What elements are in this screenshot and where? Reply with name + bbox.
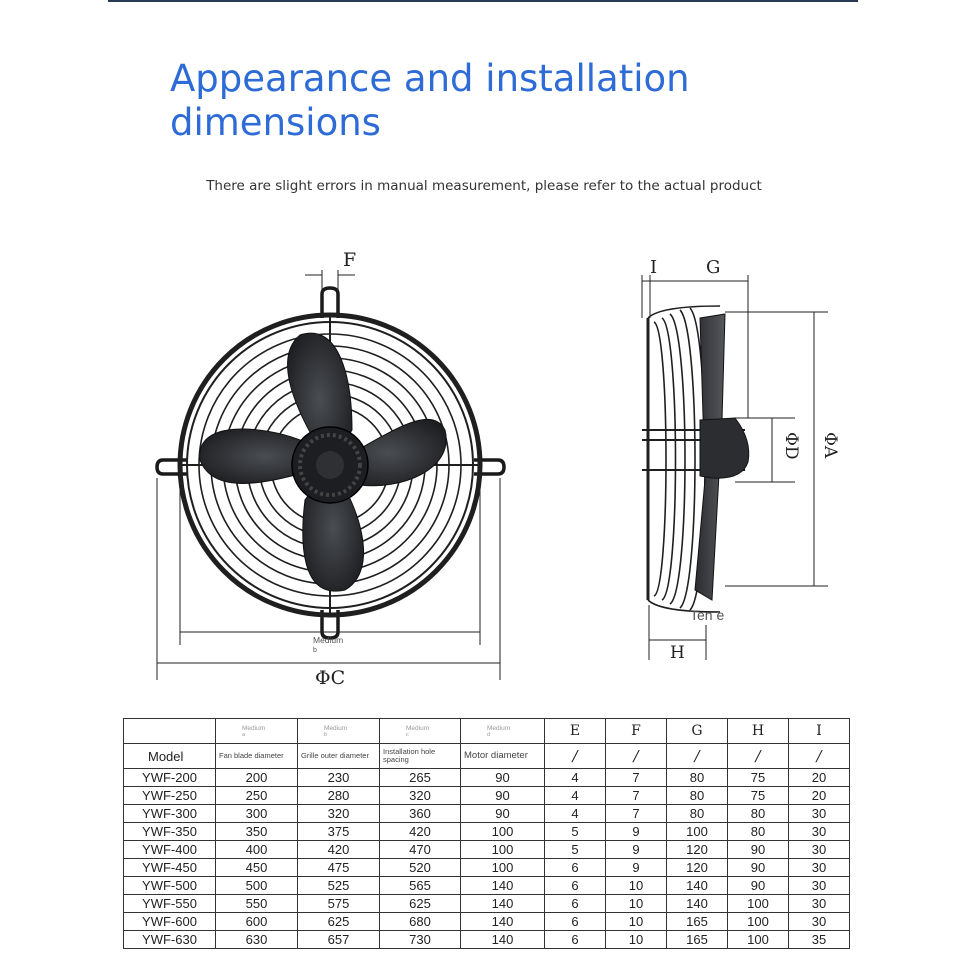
table-cell: 400 — [216, 841, 298, 859]
table-cell: 100 — [728, 931, 789, 949]
table-cell: 6 — [545, 913, 606, 931]
table-cell: 625 — [298, 913, 380, 931]
model-cell: YWF-630 — [124, 931, 216, 949]
front-view-fan — [157, 288, 504, 638]
table-cell: 80 — [667, 769, 728, 787]
table-cell: 140 — [461, 913, 545, 931]
table-cell: 20 — [789, 769, 850, 787]
table-header-cell: / — [606, 744, 667, 769]
table-cell: 300 — [216, 805, 298, 823]
dimension-table — [123, 718, 850, 949]
table-cell: 500 — [216, 877, 298, 895]
table-cell: 90 — [461, 805, 545, 823]
label-medium: Medium — [313, 635, 344, 645]
table-cell: 250 — [216, 787, 298, 805]
table-row — [124, 823, 850, 841]
table-cell: 200 — [216, 769, 298, 787]
table-header-cell: / — [545, 744, 606, 769]
table-cell: 80 — [728, 805, 789, 823]
table-cell: 6 — [545, 859, 606, 877]
dimension-i-g — [642, 275, 748, 418]
table-row — [124, 931, 850, 949]
table-cell: 7 — [606, 805, 667, 823]
table-cell: 100 — [728, 913, 789, 931]
table-cell: 420 — [380, 823, 461, 841]
table-row — [124, 841, 850, 859]
table-header-cell: Motor diameter — [461, 744, 545, 769]
table-cell: 230 — [298, 769, 380, 787]
table-row — [124, 787, 850, 805]
table-cell: 7 — [606, 769, 667, 787]
table-cell: 120 — [667, 841, 728, 859]
table-cell: 565 — [380, 877, 461, 895]
model-cell: YWF-550 — [124, 895, 216, 913]
label-h: H — [670, 643, 685, 663]
table-cell: 4 — [545, 805, 606, 823]
table-header-cell: I — [789, 719, 850, 744]
motor-hub — [292, 427, 368, 503]
table-row — [124, 859, 850, 877]
table-cell: 360 — [380, 805, 461, 823]
model-cell: YWF-400 — [124, 841, 216, 859]
table-cell: 475 — [298, 859, 380, 877]
table-cell: 10 — [606, 895, 667, 913]
table-cell: 75 — [728, 787, 789, 805]
table-cell: 90 — [728, 877, 789, 895]
table-header-cell: Medium b — [298, 719, 380, 744]
table-row — [124, 913, 850, 931]
table-cell: 90 — [728, 841, 789, 859]
table-header-cell: Fan blade diameter — [216, 744, 298, 769]
table-header-cell: H — [728, 719, 789, 744]
table-cell: 657 — [298, 931, 380, 949]
label-ten-e: Ten e — [690, 607, 725, 623]
table-header-cell — [124, 719, 216, 744]
label-phi-c: ΦC — [315, 667, 346, 689]
table-cell: 265 — [380, 769, 461, 787]
table-cell: 90 — [461, 787, 545, 805]
table-cell: 140 — [461, 931, 545, 949]
table-cell: 100 — [728, 895, 789, 913]
table-header-cell: Medium a — [216, 719, 298, 744]
table-cell: 10 — [606, 877, 667, 895]
table-cell: 165 — [667, 931, 728, 949]
table-cell: 450 — [216, 859, 298, 877]
table-row — [124, 895, 850, 913]
table-cell: 90 — [461, 769, 545, 787]
table-row — [124, 877, 850, 895]
table-cell: 5 — [545, 841, 606, 859]
table-header-row — [124, 719, 850, 744]
table-cell: 470 — [380, 841, 461, 859]
model-cell: YWF-200 — [124, 769, 216, 787]
table-cell: 320 — [380, 787, 461, 805]
model-cell: YWF-600 — [124, 913, 216, 931]
table-cell: 525 — [298, 877, 380, 895]
table-cell: 10 — [606, 931, 667, 949]
table-cell: 30 — [789, 805, 850, 823]
table-cell: 140 — [667, 895, 728, 913]
model-cell: YWF-500 — [124, 877, 216, 895]
table-header-cell: Model — [124, 744, 216, 769]
table-cell: 140 — [461, 895, 545, 913]
table-cell: 10 — [606, 913, 667, 931]
table-cell: 520 — [380, 859, 461, 877]
table-cell: 7 — [606, 787, 667, 805]
table-cell: 4 — [545, 769, 606, 787]
table-cell: 350 — [216, 823, 298, 841]
table-header-cell: / — [667, 744, 728, 769]
table-cell: 20 — [789, 787, 850, 805]
model-cell: YWF-300 — [124, 805, 216, 823]
table-header-cell: G — [667, 719, 728, 744]
table-header-cell: E — [545, 719, 606, 744]
table-header-cell: F — [606, 719, 667, 744]
table-cell: 6 — [545, 895, 606, 913]
table-subheader-row — [124, 744, 850, 769]
table-cell: 30 — [789, 877, 850, 895]
table-cell: 80 — [667, 805, 728, 823]
table-cell: 730 — [380, 931, 461, 949]
table-cell: 100 — [461, 823, 545, 841]
table-cell: 100 — [461, 859, 545, 877]
table-cell: 630 — [216, 931, 298, 949]
table-cell: 625 — [380, 895, 461, 913]
table-cell: 575 — [298, 895, 380, 913]
model-cell: YWF-250 — [124, 787, 216, 805]
side-view-fan — [642, 306, 749, 612]
table-cell: 80 — [728, 823, 789, 841]
table-cell: 420 — [298, 841, 380, 859]
table-cell: 100 — [667, 823, 728, 841]
table-cell: 600 — [216, 913, 298, 931]
table-cell: 30 — [789, 913, 850, 931]
table-cell: 35 — [789, 931, 850, 949]
table-cell: 30 — [789, 823, 850, 841]
table-cell: 75 — [728, 769, 789, 787]
page-title: Appearance and installation dimensions — [170, 57, 690, 144]
table-cell: 6 — [545, 877, 606, 895]
table-cell: 90 — [728, 859, 789, 877]
table-cell: 9 — [606, 823, 667, 841]
table-header-cell: / — [728, 744, 789, 769]
table-header-cell: Installation hole spacing — [380, 744, 461, 769]
table-cell: 320 — [298, 805, 380, 823]
table-header-cell: Grille outer diameter — [298, 744, 380, 769]
table-cell: 30 — [789, 895, 850, 913]
table-cell: 165 — [667, 913, 728, 931]
table-cell: 140 — [461, 877, 545, 895]
table-cell: 30 — [789, 859, 850, 877]
table-cell: 5 — [545, 823, 606, 841]
table-cell: 280 — [298, 787, 380, 805]
label-medium-sub: b — [313, 647, 317, 654]
table-cell: 680 — [380, 913, 461, 931]
table-cell: 550 — [216, 895, 298, 913]
table-cell: 120 — [667, 859, 728, 877]
page-subtitle: There are slight errors in manual measurement, please refer to the actual product — [206, 178, 762, 194]
table-cell: 375 — [298, 823, 380, 841]
table-cell: 80 — [667, 787, 728, 805]
table-cell: 100 — [461, 841, 545, 859]
model-cell: YWF-450 — [124, 859, 216, 877]
label-phi-d: ΦD — [781, 432, 801, 460]
table-header-cell: Medium d — [461, 719, 545, 744]
table-row — [124, 805, 850, 823]
label-phi-a: ΦA — [820, 432, 840, 459]
table-header-cell: Medium c — [380, 719, 461, 744]
table-cell: 9 — [606, 859, 667, 877]
table-cell: 6 — [545, 931, 606, 949]
table-cell: 140 — [667, 877, 728, 895]
label-f: F — [343, 249, 357, 271]
label-i: I — [650, 257, 658, 278]
table-row — [124, 769, 850, 787]
model-cell: YWF-350 — [124, 823, 216, 841]
label-g: G — [706, 257, 721, 278]
table-header-cell: / — [789, 744, 850, 769]
table-cell: 9 — [606, 841, 667, 859]
table-cell: 4 — [545, 787, 606, 805]
table-cell: 30 — [789, 841, 850, 859]
